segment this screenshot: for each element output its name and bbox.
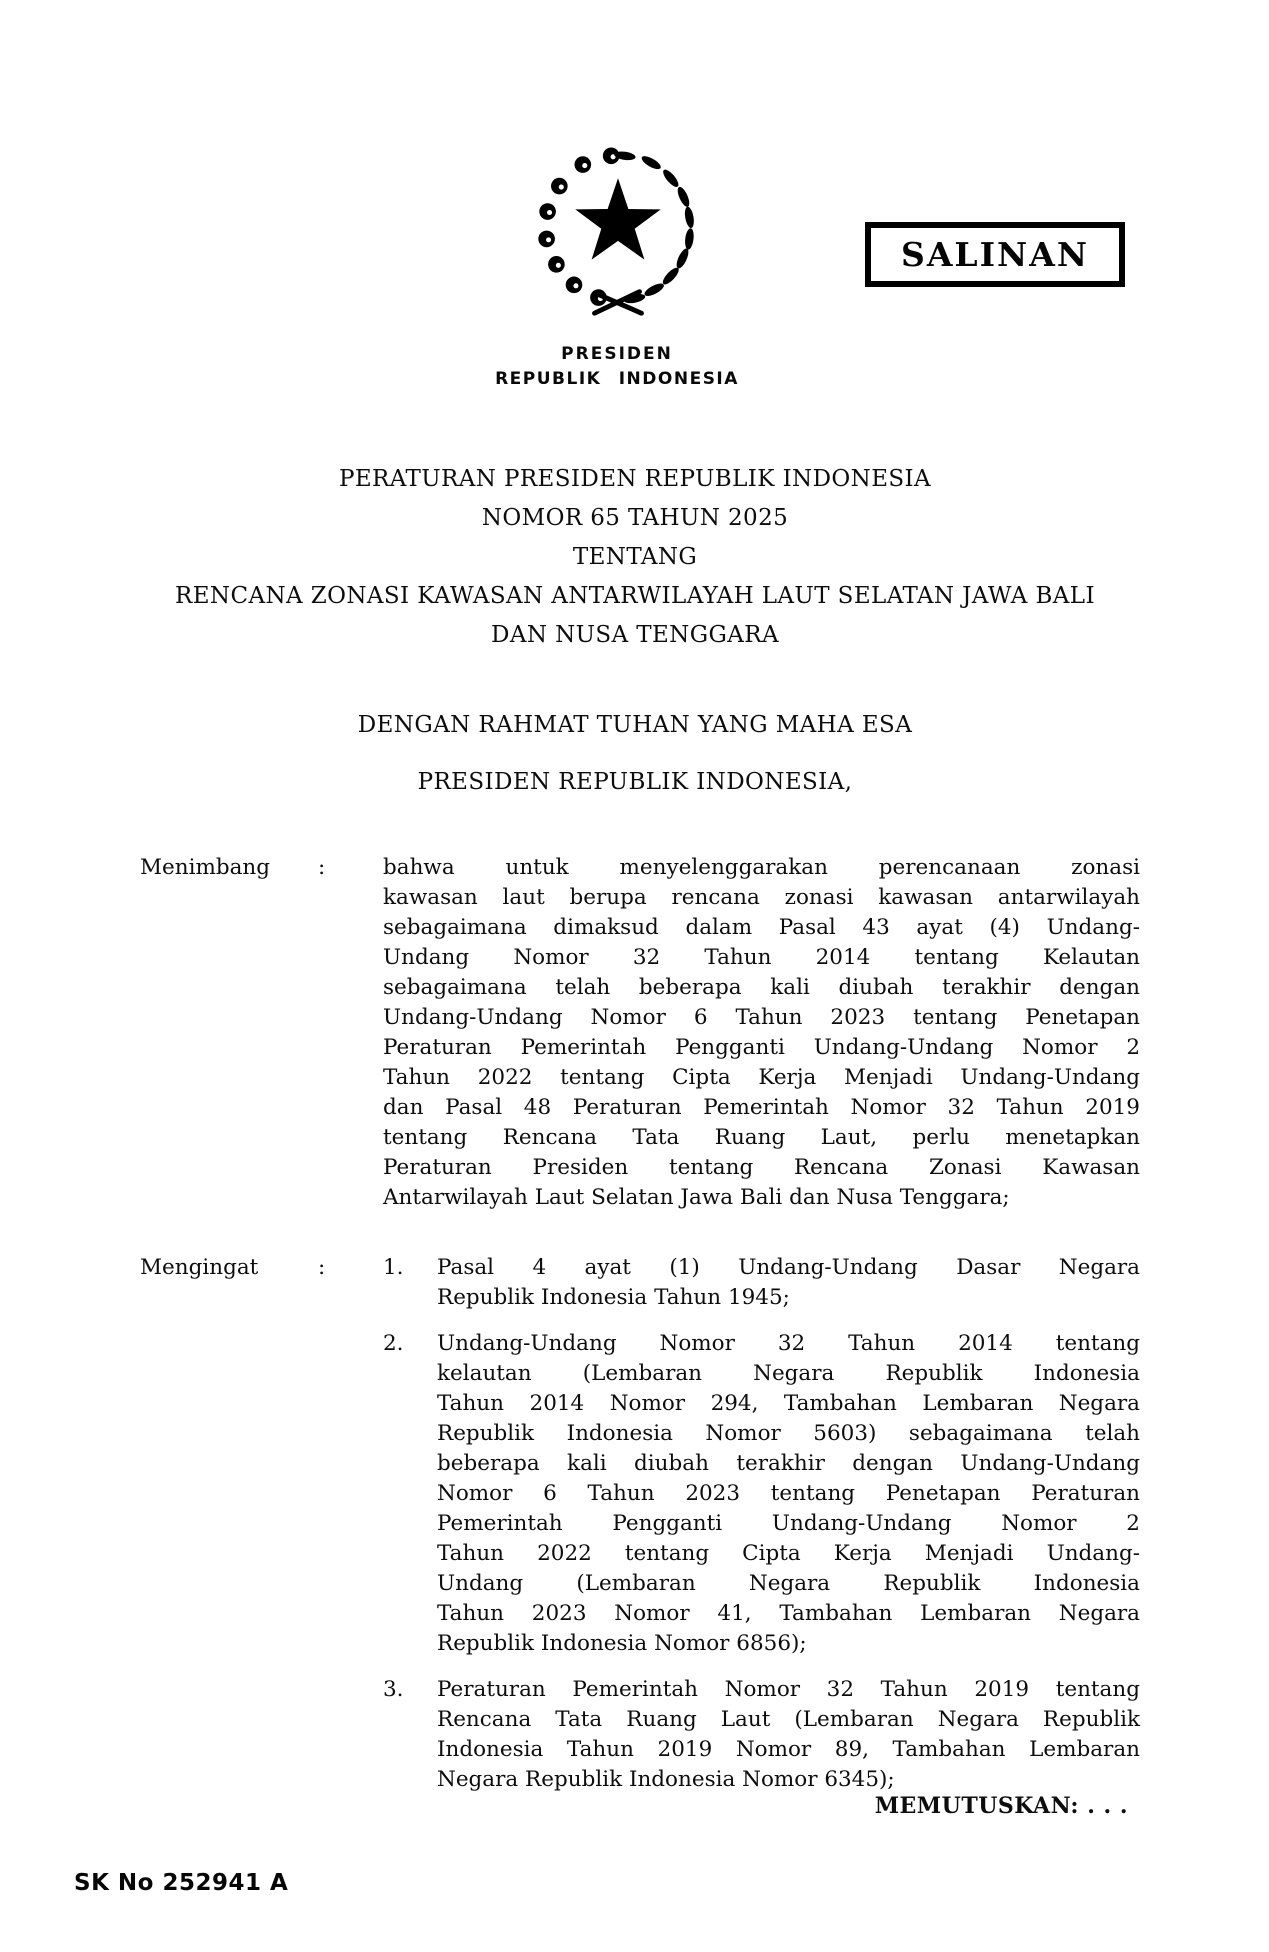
citing-label: Mengingat xyxy=(140,1255,259,1280)
text-line: Pemerintah Pengganti Undang-Undang Nomor 2 xyxy=(437,1511,1140,1536)
citing-items xyxy=(383,1253,1140,1795)
letterhead xyxy=(467,341,767,391)
letterhead-presiden: PRESIDEN xyxy=(561,344,673,364)
legal-basis-item xyxy=(383,1329,1140,1659)
considering-colon: : xyxy=(318,855,326,880)
text-line: RENCANA ZONASI KAWASAN ANTARWILAYAH LAUT SELATAN JAWA BALI xyxy=(175,583,1095,609)
text-line: sebagaimana telah beberapa kali diubah terakhir dengan xyxy=(383,975,1140,1000)
text-line: Tahun 2023 Nomor 41, Tambahan Lembaran Negara xyxy=(437,1601,1140,1626)
item-number: 2. xyxy=(383,1331,404,1356)
citing-colon: : xyxy=(318,1255,326,1280)
considering-label: Menimbang xyxy=(140,855,271,880)
text-line: Tahun 2014 Nomor 294, Tambahan Lembaran Negara xyxy=(437,1391,1140,1416)
letterhead-republik-indonesia: REPUBLIK INDONESIA xyxy=(495,369,739,389)
text-line: bahwa untuk menyelenggarakan perencanaan zonasi xyxy=(383,855,1140,880)
text-line: Undang Nomor 32 Tahun 2014 tentang Kelautan xyxy=(383,945,1140,970)
salinan-stamp xyxy=(865,222,1125,287)
text-line: dan Pasal 48 Peraturan Pemerintah Nomor 32 Tahun 2019 xyxy=(383,1095,1140,1120)
legal-basis-item xyxy=(383,1253,1140,1313)
decision-line: MEMUTUSKAN: . . . xyxy=(874,1793,1128,1819)
text-line: Peraturan Presiden tentang Rencana Zonasi Kawasan xyxy=(383,1155,1140,1180)
text-line: Undang (Lembaran Negara Republik Indonesia xyxy=(437,1571,1140,1596)
text-line: Nomor 6 Tahun 2023 tentang Penetapan Peraturan xyxy=(437,1481,1140,1506)
opening-line: PRESIDEN REPUBLIK INDONESIA, xyxy=(417,769,853,795)
item-number: 1. xyxy=(383,1255,404,1280)
text-line: Republik Indonesia Nomor 6856); xyxy=(437,1631,807,1656)
national-emblem-icon xyxy=(530,146,706,324)
considering-clause xyxy=(140,853,1140,1213)
text-line: Republik Indonesia Tahun 1945; xyxy=(437,1285,790,1310)
text-line: Undang-Undang Nomor 6 Tahun 2023 tentang Penetapan xyxy=(383,1005,1140,1030)
item-text xyxy=(437,1675,1140,1795)
text-line: kelautan (Lembaran Negara Republik Indonesia xyxy=(437,1361,1140,1386)
text-line: beberapa kali diubah terakhir dengan Undang-Undang xyxy=(437,1451,1140,1476)
regulation-title xyxy=(130,460,1140,655)
text-line: Indonesia Tahun 2019 Nomor 89, Tambahan Lembaran xyxy=(437,1737,1140,1762)
text-line: Rencana Tata Ruang Laut (Lembaran Negara Republik xyxy=(437,1707,1140,1732)
text-line: Pasal 4 ayat (1) Undang-Undang Dasar Negara xyxy=(437,1255,1140,1280)
text-line: kawasan laut berupa rencana zonasi kawasan antarwilayah xyxy=(383,885,1140,910)
document-control-number: SK No 252941 A xyxy=(74,1870,289,1896)
salinan-stamp-label: SALINAN xyxy=(900,235,1089,274)
text-line: DAN NUSA TENGGARA xyxy=(490,622,779,648)
text-line: Tahun 2022 tentang Cipta Kerja Menjadi Undang-Undang xyxy=(383,1065,1140,1090)
item-text xyxy=(437,1329,1140,1659)
text-line: PERATURAN PRESIDEN REPUBLIK INDONESIA xyxy=(338,466,932,492)
text-line: Peraturan Pemerintah Pengganti Undang-Undang Nomor 2 xyxy=(383,1035,1140,1060)
text-line: sebagaimana dimaksud dalam Pasal 43 ayat (4) Undang- xyxy=(383,915,1140,940)
text-line: Undang-Undang Nomor 32 Tahun 2014 tentang xyxy=(437,1331,1140,1356)
text-line: Antarwilayah Laut Selatan Jawa Bali dan Nusa Tenggara; xyxy=(383,1185,1010,1210)
item-text xyxy=(437,1253,1140,1313)
text-line: Republik Indonesia Nomor 5603) sebagaimana telah xyxy=(437,1421,1140,1446)
item-number: 3. xyxy=(383,1677,404,1702)
text-line: NOMOR 65 TAHUN 2025 xyxy=(481,505,789,531)
legal-basis-item xyxy=(383,1675,1140,1795)
star-icon xyxy=(575,178,660,259)
text-line: tentang Rencana Tata Ruang Laut, perlu menetapkan xyxy=(383,1125,1140,1150)
text-line: TENTANG xyxy=(572,544,698,570)
invocation-line: DENGAN RAHMAT TUHAN YANG MAHA ESA xyxy=(357,712,913,738)
citing-clause xyxy=(140,1253,1140,1795)
text-line: Tahun 2022 tentang Cipta Kerja Menjadi Undang- xyxy=(437,1541,1140,1566)
considering-text xyxy=(383,853,1140,1213)
text-line: Negara Republik Indonesia Nomor 6345); xyxy=(437,1767,895,1792)
text-line: Peraturan Pemerintah Nomor 32 Tahun 2019 tentang xyxy=(437,1677,1140,1702)
